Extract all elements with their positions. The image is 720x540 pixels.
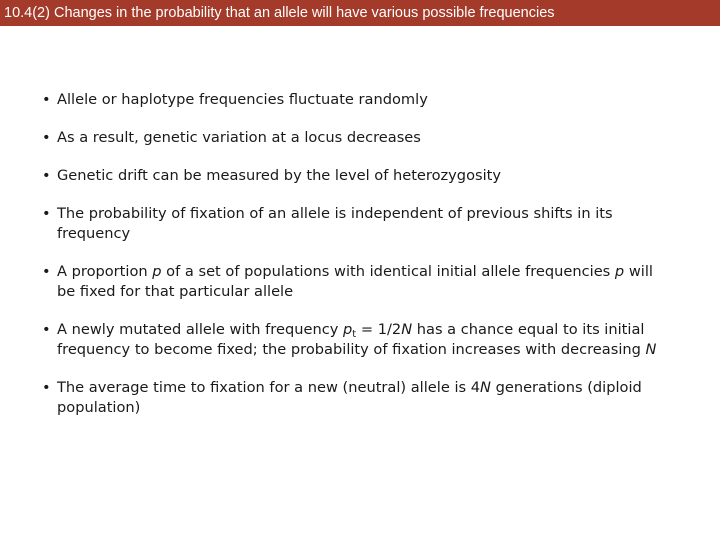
bullet-marker: • (42, 91, 51, 108)
text-run: will be fixed for that particular allele (57, 263, 653, 300)
text-run: The average time to fixation for a new (neutral) allele is 4 (57, 379, 481, 396)
bullet-marker: • (42, 263, 51, 280)
bullet-text: Genetic drift can be measured by the level of heterozygosity (57, 167, 502, 184)
bullet-marker: • (42, 379, 51, 396)
bullet-text: Allele or haplotype frequencies fluctuate randomly (57, 91, 428, 108)
bullet-text (57, 321, 656, 358)
text-run: has a chance equal to its initial frequency to become fixed; the probability of fixation increases with decreasing (57, 321, 646, 358)
bullet-text: As a result, genetic variation at a locus decreases (57, 129, 421, 146)
bullet-item (42, 90, 662, 110)
text-run: A newly mutated allele with frequency (57, 321, 343, 338)
bullet-text: The probability of fixation of an allele is independent of previous shifts in its frequency (57, 205, 613, 242)
bullet-marker: • (42, 321, 51, 338)
text-run: generations (diploid population) (57, 379, 642, 416)
text-run: = 1/2 (356, 321, 402, 338)
variable-p: p (152, 263, 162, 280)
bullet-item (42, 262, 662, 302)
variable-n: N (401, 321, 413, 338)
variable-p: p (343, 321, 353, 338)
bullet-item (42, 166, 662, 186)
variable-n: N (645, 341, 657, 358)
bullet-marker: • (42, 167, 51, 184)
text-run: A proportion (57, 263, 153, 280)
bullet-item (42, 378, 662, 418)
slide-title: 10.4(2) Changes in the probability that an allele will have various possible frequencies (0, 0, 720, 26)
bullet-text (57, 379, 642, 416)
bullet-text (57, 263, 653, 300)
variable-n: N (480, 379, 491, 396)
bullet-item (42, 204, 662, 244)
subscript-t: t (352, 329, 357, 340)
bullet-list (42, 90, 662, 436)
bullet-item (42, 320, 662, 360)
text-run: of a set of populations with identical initial allele frequencies (161, 263, 615, 280)
bullet-item (42, 128, 662, 148)
bullet-marker: • (42, 129, 51, 146)
variable-p: p (614, 263, 625, 280)
bullet-marker: • (42, 205, 51, 222)
